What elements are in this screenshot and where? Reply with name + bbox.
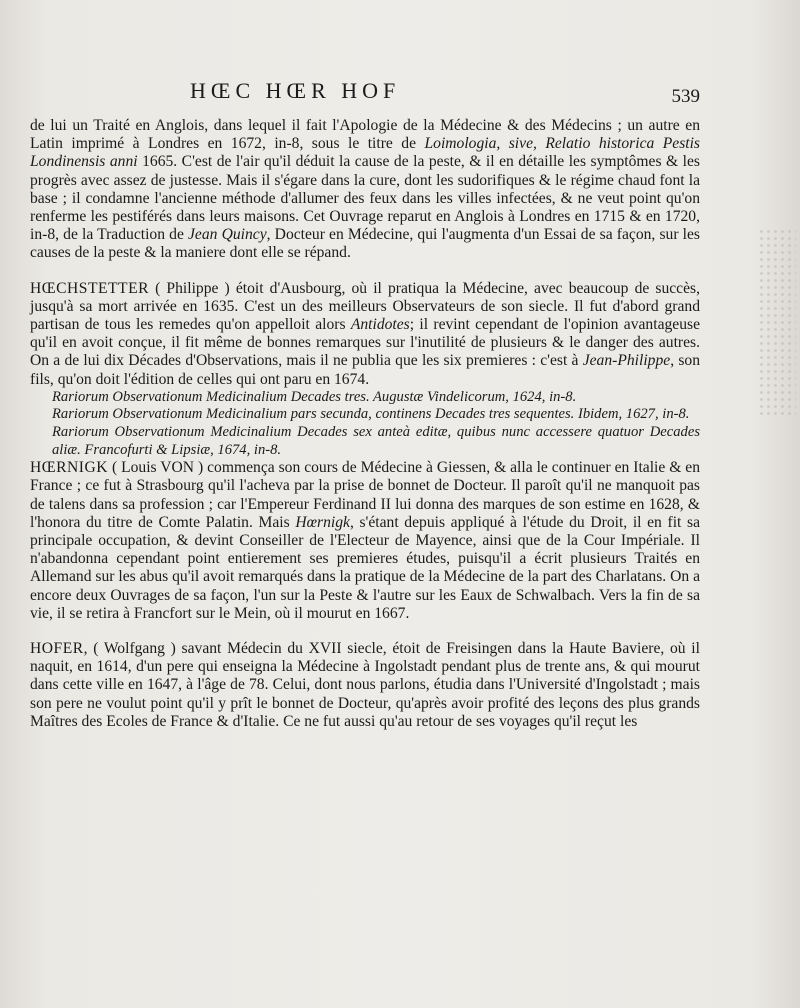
- entry-text: , son fils, qu'on doit l'édition de celles qui ont paru en 1674.: [30, 352, 700, 388]
- entry-text: de lui un Traité en Anglois, dans lequel il fait l'Apologie de la Médecine & des Médecins ; un autre en Latin imprimé à Londres en 1672, in-8, sous le titre de: [30, 117, 700, 153]
- person-name: ( Philippe ): [155, 279, 230, 297]
- entry-text: , s'étant depuis appliqué à l'étude du Droit, il en fit sa principale occupation, & devint Conseiller de l'Electeur de Mayence, ainsi que de la Cour Impériale. Il n'abandonna cependant point entierement ses premieres études, puisqu'il a écrit plusieurs Traités en Allemand sur les abus qu'il avoit remarqués dans la pratique de la Médecine de la part des Charlatans. On a encore deux Ouvrages de sa façon, l'un sur la Peste & l'autre sur les Eaux de Schwalbach. Vers la fin de sa vie, il se retira à Francfort sur le Mein, où il mourut en 1667.: [30, 513, 700, 622]
- page-body: [30, 117, 700, 731]
- son-name: Jean-Philippe: [582, 352, 671, 370]
- entry-text: 1665. C'est de l'air qu'il déduit la cause de la peste, & il en détaille les symptômes & les progrès avec assez de justesse. Mais il s'égare dans la cure, dont les sudorifiques & le régime chaud font la base ; il condamne l'ancienne méthode d'allumer des feux dans les villes infectées, & ne veut point qu'on renferme les pestiférés dans leurs maisons. Cet Ouvrage reparut en Anglois à Londres en 1715 & en 1720, in-8, de la Traduction de: [30, 153, 700, 244]
- person-name-italic: Hœrnigk: [295, 513, 350, 531]
- headword: HŒCHSTETTER: [30, 279, 149, 297]
- bibliography-list: [30, 389, 700, 459]
- person-name: , ( Wolfgang ): [83, 640, 176, 658]
- page-header: [40, 72, 730, 112]
- entry-text: ; il revint cependant de l'opinion avantageuse qu'il en avoit conçue, il fit même de bonnes remarques sur l'inutilité de plusieurs & le danger des autres. On a de lui dix Décades d'Observations, mais il ne publia que les six premieres : c'est à: [30, 316, 700, 370]
- entry-text: savant Médecin du XVII siecle, étoit de Freisingen dans la Haute Baviere, où il naquit, en 1614, d'un pere qui enseigna la Médecine à Ingolstadt pendant plus de trente ans, & qui mourut dans cette ville en 1647, à l'âge de 78. Celui, dont nous parlons, étudia dans l'Université d'Ingolstadt ; mais son pere ne voulut point qu'il y prît le bonnet de Docteur, qu'après avoir profité des leçons des plus grands Maîtres des Ecoles de France & d'Italie. Ce ne fut aussi qu'au retour de ses voyages qu'il reçut les: [30, 640, 700, 730]
- entry-hoernigk: [30, 459, 700, 623]
- entry-text: étoit d'Ausbourg, où il pratiqua la Médecine, avec beaucoup de succès, jusqu'à sa mort arrivée en 1635. C'est un des meilleurs Observateurs de son siecle. Il fut d'abord grand partisan de tous les remedes qu'on appelloit alors: [30, 279, 700, 334]
- entry-continuation: [30, 117, 700, 263]
- bibliography-item: Rariorum Observationum Medicinalium Decades tres. Augustæ Vindelicorum, 1624, in-8.: [52, 388, 577, 405]
- italic-term: Antidotes: [350, 316, 410, 334]
- entry-hoechstetter: [30, 280, 700, 389]
- entry-hofer: [30, 640, 700, 731]
- page-number: 539: [671, 86, 700, 107]
- person-name: ( Louis VON ): [111, 459, 204, 477]
- entry-text: , Docteur en Médecine, qui l'augmenta d'un Essai de sa façon, sur les causes de la peste & la maniere dont elle se répand.: [30, 226, 700, 262]
- entry-text: commença son cours de Médecine à Giessen, & alla le continuer en Italie & en France ; ce fut à Strasbourg qu'il l'acheva par la prise de bonnet de Docteur. Il paroît qu'il ne manquoit pas de talens dans sa profession ; car l'Empereur Ferdinand II lui donna des marques de son estime en 1628, & l'honora du titre de Comte Palatin. Mais: [30, 459, 701, 531]
- bibliography-item: Rariorum Observationum Medicinalium Decades sex anteà editæ, quibus nunc accessere quatuor Decades aliæ. Francofurti & Lipsiæ, 1674, in-8.: [52, 424, 700, 458]
- headword: HOFER: [30, 640, 84, 658]
- headword: HŒRNIGK: [30, 459, 109, 477]
- book-title: Loimologia, sive, Relatio historica Pestis Londinensis anni: [30, 135, 700, 171]
- show-through-ornament: [758, 228, 796, 418]
- translator-name: Jean Quincy: [188, 226, 267, 244]
- running-head: HŒC HŒR HOF: [190, 78, 401, 103]
- bibliography-item: Rariorum Observationum Medicinalium pars secunda, continens Decades tres sequentes. Ibidem, 1627, in-8.: [52, 406, 690, 423]
